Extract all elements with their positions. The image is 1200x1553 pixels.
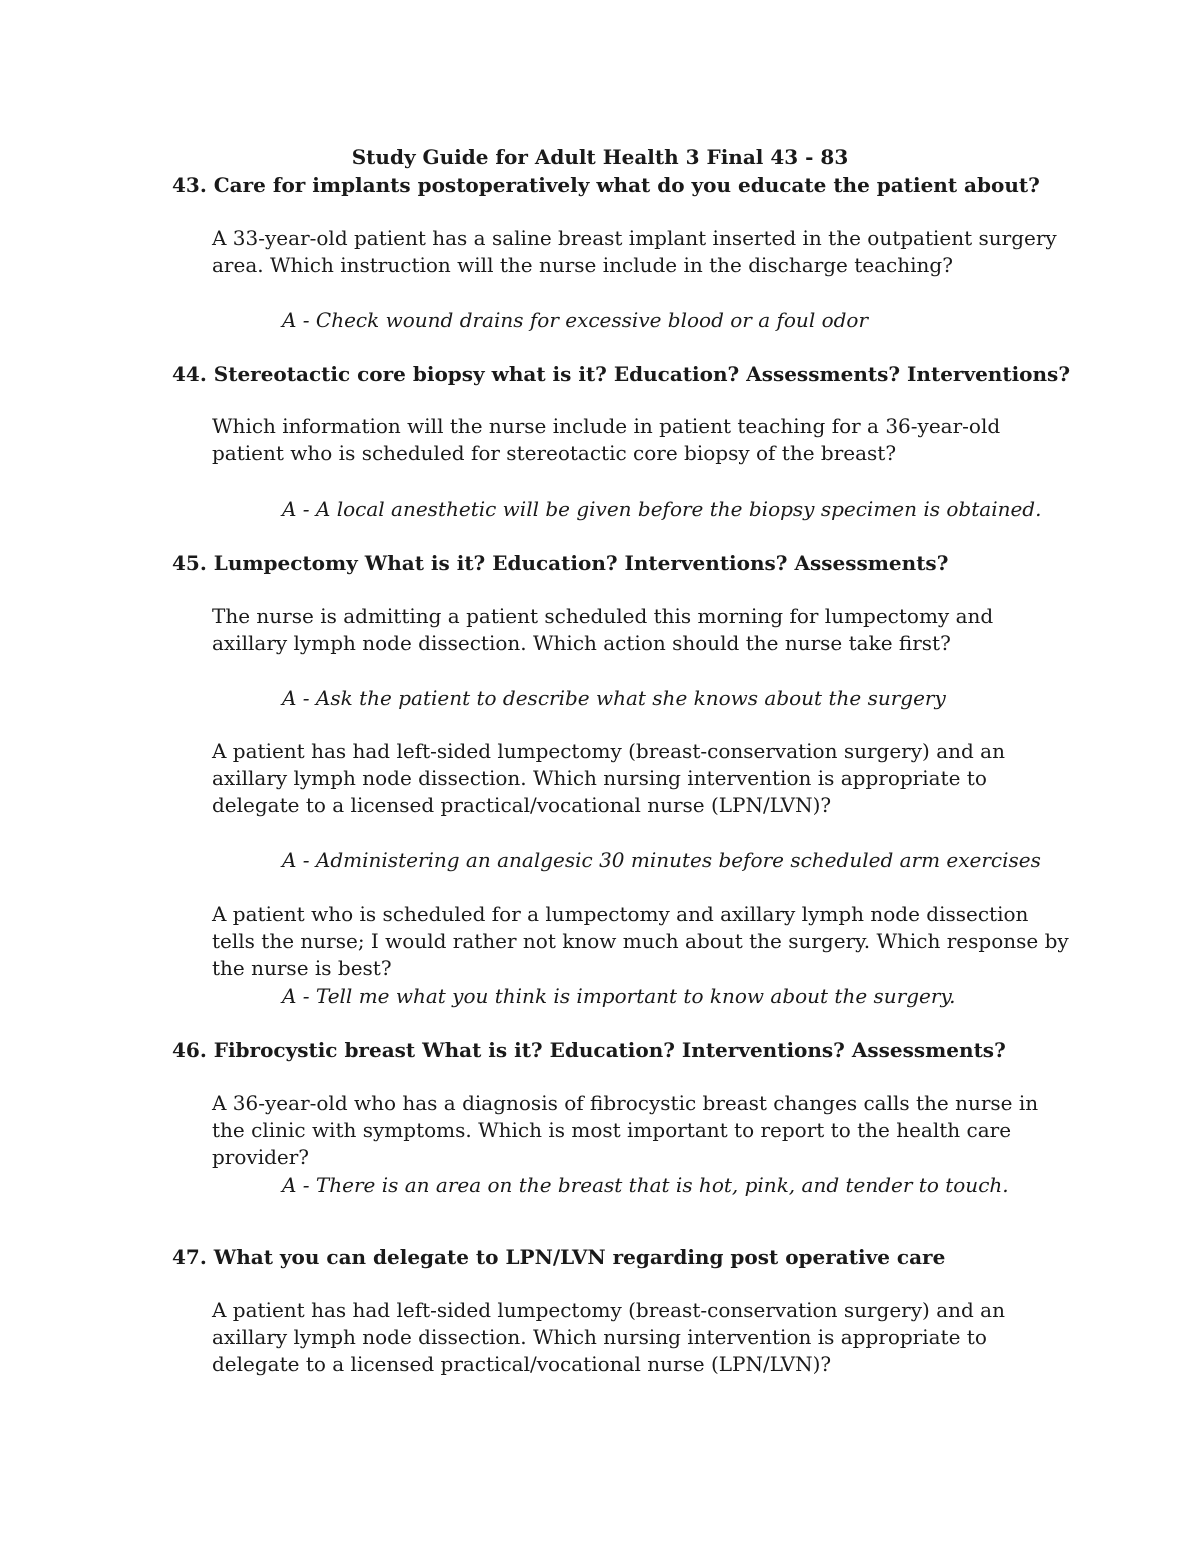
question-text: A 36-year-old who has a diagnosis of fibrocystic breast changes calls the nurse in the clinic with symptoms. Which is most important to report to the health care provider?	[212, 1091, 1039, 1169]
section-heading-46: 46. Fibrocystic breast What is it? Education? Interventions? Assessments?	[172, 1038, 1006, 1062]
answer-text: A - There is an area on the breast that is hot, pink, and tender to touch.	[282, 1173, 1009, 1197]
question-text: A patient has had left-sided lumpectomy (breast-conservation surgery) and an axillary lymph node dissection. Which nursing intervention is appropriate to delegate to a licensed practical/vocational nurse (LPN/LVN)?	[212, 1298, 1005, 1376]
answer-text: A - Administering an analgesic 30 minutes before scheduled arm exercises	[282, 848, 1041, 872]
answer-text: A - Check wound drains for excessive blood or a foul odor	[282, 308, 869, 332]
question-text: Which information will the nurse include in patient teaching for a 36-year-old patient who is scheduled for stereotactic core biopsy of the breast?	[212, 414, 1001, 465]
question-text: The nurse is admitting a patient scheduled this morning for lumpectomy and axillary lymph node dissection. Which action should the nurse take first?	[212, 604, 994, 655]
section-heading-43: 43. Care for implants postoperatively what do you educate the patient about?	[172, 173, 1040, 197]
section-heading-44: 44. Stereotactic core biopsy what is it? Education? Assessments? Interventions?	[172, 362, 1071, 386]
answer-text: A - Tell me what you think is important to know about the surgery.	[282, 984, 956, 1008]
section-heading-45: 45. Lumpectomy What is it? Education? Interventions? Assessments?	[172, 551, 949, 575]
question-text: A patient has had left-sided lumpectomy (breast-conservation surgery) and an axillary lymph node dissection. Which nursing intervention is appropriate to delegate to a licensed practical/vocational nurse (LPN/LVN)?	[212, 739, 1005, 817]
answer-text: A - A local anesthetic will be given before the biopsy specimen is obtained.	[282, 497, 1042, 521]
answer-text: A - Ask the patient to describe what she knows about the surgery	[282, 686, 946, 710]
section-heading-47: 47. What you can delegate to LPN/LVN regarding post operative care	[172, 1245, 946, 1269]
document-title: Study Guide for Adult Health 3 Final 43 - 83	[351, 145, 849, 169]
question-text: A patient who is scheduled for a lumpectomy and axillary lymph node dissection tells the nurse; I would rather not know much about the surgery. Which response by the nurse is best?	[212, 902, 1069, 980]
question-text: A 33-year-old patient has a saline breast implant inserted in the outpatient surgery area. Which instruction will the nurse include in the discharge teaching?	[212, 226, 1057, 277]
